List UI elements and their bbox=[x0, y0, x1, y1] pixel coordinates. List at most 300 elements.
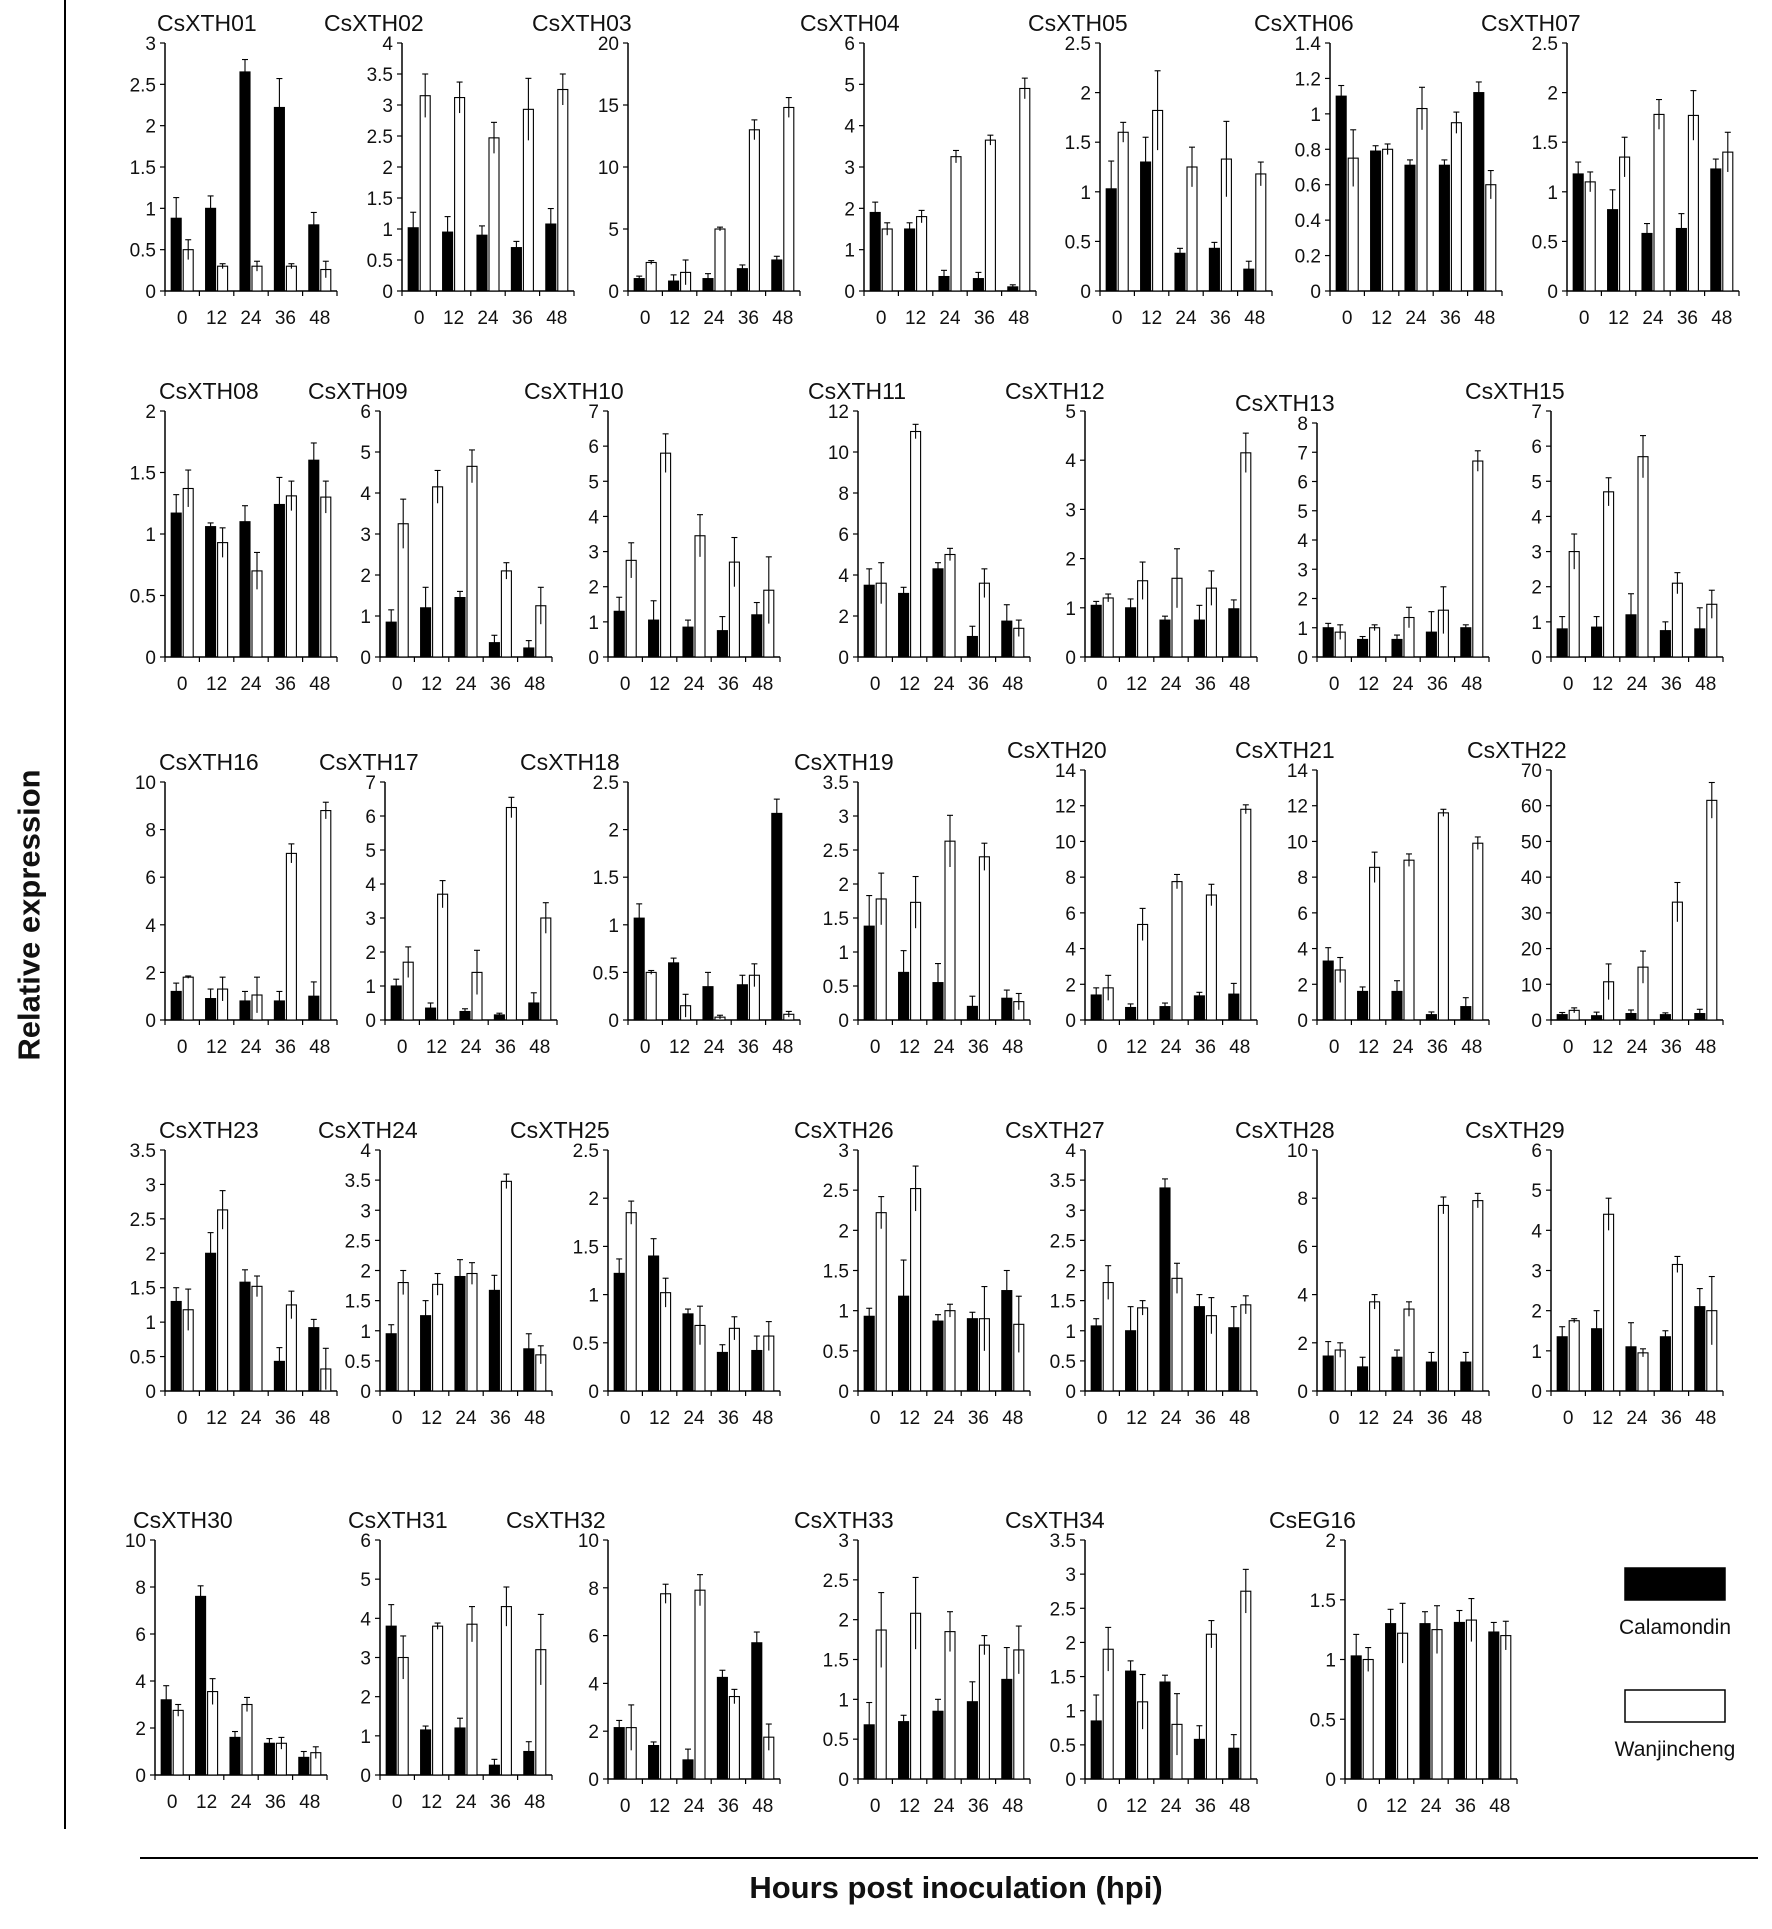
y-tick-label: 3 bbox=[1065, 1565, 1076, 1587]
bar-wanjincheng bbox=[1688, 115, 1698, 291]
chart-title: CsXTH19 bbox=[794, 749, 894, 775]
bar-wanjincheng bbox=[1672, 583, 1682, 657]
chart-panel bbox=[1465, 1117, 1723, 1429]
x-tick-label: 48 bbox=[1008, 308, 1030, 329]
bar-wanjincheng bbox=[945, 841, 955, 1020]
y-tick-label: 0 bbox=[365, 1011, 376, 1032]
bar-calamondin bbox=[1160, 1188, 1170, 1391]
y-tick-label: 4 bbox=[1065, 451, 1076, 473]
y-tick-label: 0.5 bbox=[366, 251, 393, 272]
x-tick-label: 36 bbox=[489, 674, 511, 695]
x-tick-label: 24 bbox=[1392, 1408, 1414, 1429]
bar-wanjincheng bbox=[183, 488, 193, 657]
bar-wanjincheng bbox=[1138, 1308, 1148, 1391]
y-tick-label: 6 bbox=[844, 34, 855, 55]
y-tick-label: 0.5 bbox=[592, 963, 619, 985]
bar-calamondin bbox=[1454, 1622, 1464, 1779]
bar-wanjincheng bbox=[218, 1210, 228, 1391]
y-tick-label: 0 bbox=[360, 1382, 371, 1403]
bar-wanjincheng bbox=[1723, 152, 1733, 291]
y-tick-label: 1 bbox=[1065, 1321, 1076, 1343]
x-tick-label: 48 bbox=[1244, 308, 1266, 329]
x-tick-label: 0 bbox=[619, 1408, 631, 1429]
x-tick-label: 36 bbox=[1660, 1408, 1682, 1429]
x-tick-label: 0 bbox=[619, 1796, 631, 1817]
x-tick-label: 24 bbox=[455, 1408, 477, 1429]
x-tick-label: 48 bbox=[772, 308, 794, 329]
y-tick-label: 3 bbox=[1531, 1261, 1542, 1283]
bar-calamondin bbox=[683, 1314, 693, 1391]
bar-calamondin bbox=[933, 1321, 943, 1391]
bar-wanjincheng bbox=[506, 808, 516, 1021]
y-tick-label: 0.5 bbox=[572, 1333, 599, 1355]
x-tick-label: 24 bbox=[933, 1037, 955, 1058]
bar-wanjincheng bbox=[1486, 185, 1496, 291]
y-tick-label: 2 bbox=[608, 820, 619, 842]
x-tick-label: 36 bbox=[1194, 1037, 1216, 1058]
y-tick-label: 0 bbox=[838, 1011, 849, 1032]
bar-wanjincheng bbox=[1206, 895, 1216, 1020]
x-tick-label: 0 bbox=[1096, 1037, 1108, 1058]
y-tick-label: 0 bbox=[588, 648, 599, 669]
bar-wanjincheng bbox=[1370, 628, 1380, 657]
x-tick-label: 0 bbox=[1578, 308, 1590, 329]
x-tick-label: 48 bbox=[524, 674, 546, 695]
y-tick-label: 0.5 bbox=[822, 1341, 849, 1363]
bar-calamondin bbox=[967, 1319, 977, 1391]
y-tick-label: 0 bbox=[1297, 1382, 1308, 1403]
y-tick-label: 8 bbox=[588, 1578, 599, 1600]
y-tick-label: 6 bbox=[1297, 472, 1308, 494]
bar-wanjincheng bbox=[173, 1710, 183, 1775]
chart-panel bbox=[1005, 378, 1257, 695]
x-tick-label: 0 bbox=[869, 674, 881, 695]
bar-calamondin bbox=[309, 460, 319, 657]
y-tick-label: 3 bbox=[838, 1531, 849, 1552]
bar-wanjincheng bbox=[1241, 453, 1251, 657]
y-tick-label: 6 bbox=[360, 402, 371, 423]
x-tick-label: 36 bbox=[489, 1408, 511, 1429]
y-tick-label: 0 bbox=[382, 282, 393, 303]
chart-title: CsXTH03 bbox=[532, 10, 632, 36]
bar-calamondin bbox=[240, 1282, 250, 1391]
x-tick-label: 0 bbox=[1328, 1408, 1340, 1429]
bar-calamondin bbox=[511, 248, 521, 291]
bar-calamondin bbox=[772, 260, 782, 291]
y-tick-label: 1 bbox=[145, 525, 156, 546]
bar-wanjincheng bbox=[252, 1286, 262, 1391]
bar-calamondin bbox=[933, 569, 943, 657]
bar-calamondin bbox=[455, 598, 465, 657]
x-tick-label: 24 bbox=[703, 1037, 725, 1058]
bar-wanjincheng bbox=[420, 96, 430, 291]
x-tick-label: 0 bbox=[176, 1037, 188, 1058]
bar-wanjincheng bbox=[1172, 882, 1182, 1020]
x-tick-label: 36 bbox=[1426, 1037, 1448, 1058]
y-tick-label: 0 bbox=[1325, 1770, 1336, 1791]
y-tick-label: 3.5 bbox=[1049, 1531, 1076, 1552]
y-tick-label: 2 bbox=[1547, 83, 1558, 105]
y-tick-label: 4 bbox=[360, 1609, 371, 1631]
chart-title: CsXTH31 bbox=[348, 1507, 448, 1533]
bar-calamondin bbox=[1461, 628, 1471, 657]
x-tick-label: 0 bbox=[619, 674, 631, 695]
bar-wanjincheng bbox=[1466, 1620, 1476, 1779]
x-tick-label: 36 bbox=[274, 1408, 296, 1429]
x-tick-label: 48 bbox=[1229, 1796, 1251, 1817]
bar-calamondin bbox=[899, 1722, 909, 1779]
y-tick-label: 1 bbox=[844, 240, 855, 262]
x-tick-label: 48 bbox=[1002, 674, 1024, 695]
y-tick-label: 4 bbox=[588, 507, 599, 529]
bar-wanjincheng bbox=[1638, 457, 1648, 657]
x-tick-label: 48 bbox=[1695, 674, 1717, 695]
x-tick-label: 0 bbox=[176, 674, 188, 695]
y-tick-label: 2 bbox=[1325, 1531, 1336, 1552]
x-tick-label: 12 bbox=[1358, 1408, 1380, 1429]
x-tick-label: 12 bbox=[1126, 1408, 1148, 1429]
bar-wanjincheng bbox=[467, 466, 477, 657]
legend-swatch bbox=[1625, 1690, 1725, 1722]
y-tick-label: 2 bbox=[1297, 1333, 1308, 1355]
bar-calamondin bbox=[614, 1273, 624, 1391]
bar-wanjincheng bbox=[882, 229, 892, 291]
y-tick-label: 2 bbox=[360, 1261, 371, 1283]
y-tick-label: 2.5 bbox=[572, 1141, 599, 1162]
x-tick-label: 24 bbox=[1642, 308, 1664, 329]
x-tick-label: 12 bbox=[1126, 1037, 1148, 1058]
y-tick-label: 0 bbox=[1531, 648, 1542, 669]
y-tick-label: 2 bbox=[135, 1719, 146, 1740]
x-tick-label: 24 bbox=[703, 308, 725, 329]
chart-title: CsXTH04 bbox=[800, 10, 900, 36]
bar-wanjincheng bbox=[876, 1213, 886, 1391]
y-tick-label: 10 bbox=[577, 1531, 599, 1552]
y-tick-label: 3 bbox=[365, 909, 376, 930]
chart-panel bbox=[1235, 390, 1489, 695]
x-tick-label: 24 bbox=[1626, 674, 1648, 695]
x-tick-label: 12 bbox=[443, 308, 465, 329]
y-tick-label: 0 bbox=[145, 1011, 156, 1032]
bar-calamondin bbox=[206, 527, 216, 657]
bar-wanjincheng bbox=[321, 811, 331, 1020]
y-tick-label: 0 bbox=[1065, 1770, 1076, 1791]
chart-title: CsXTH25 bbox=[510, 1117, 610, 1143]
y-tick-label: 0 bbox=[1065, 1011, 1076, 1032]
y-tick-label: 2 bbox=[588, 1722, 599, 1744]
y-tick-label: 4 bbox=[382, 34, 393, 55]
y-tick-label: 0 bbox=[1297, 1011, 1308, 1032]
bar-wanjincheng bbox=[1404, 860, 1414, 1020]
x-tick-label: 0 bbox=[875, 308, 887, 329]
y-tick-label: 3 bbox=[382, 96, 393, 117]
y-tick-label: 6 bbox=[1297, 1237, 1308, 1259]
x-tick-label: 12 bbox=[196, 1792, 218, 1813]
chart-title: CsXTH27 bbox=[1005, 1117, 1105, 1143]
y-tick-label: 6 bbox=[365, 807, 376, 828]
y-tick-label: 1.5 bbox=[592, 868, 619, 890]
y-tick-label: 2 bbox=[1531, 577, 1542, 599]
y-tick-label: 0 bbox=[1065, 1382, 1076, 1403]
x-tick-label: 12 bbox=[1126, 674, 1148, 695]
y-tick-label: 1.5 bbox=[344, 1291, 371, 1313]
x-tick-label: 48 bbox=[1474, 308, 1496, 329]
y-tick-label: 30 bbox=[1520, 903, 1542, 925]
y-tick-label: 1 bbox=[145, 199, 156, 221]
y-tick-label: 5 bbox=[360, 443, 371, 464]
x-tick-label: 12 bbox=[1386, 1796, 1408, 1817]
chart-panel bbox=[794, 1507, 1030, 1817]
y-tick-label: 60 bbox=[1520, 796, 1542, 818]
y-tick-label: 20 bbox=[597, 34, 619, 55]
x-tick-label: 12 bbox=[899, 1408, 921, 1429]
y-tick-label: 4 bbox=[838, 566, 849, 587]
x-tick-label: 36 bbox=[717, 674, 739, 695]
bar-calamondin bbox=[240, 522, 250, 657]
y-tick-label: 4 bbox=[588, 1674, 599, 1696]
x-tick-label: 48 bbox=[1489, 1796, 1511, 1817]
y-tick-label: 14 bbox=[1286, 761, 1308, 782]
bar-wanjincheng bbox=[661, 1293, 671, 1391]
chart-title: CsXTH33 bbox=[794, 1507, 894, 1533]
x-tick-label: 12 bbox=[421, 1408, 443, 1429]
bar-calamondin bbox=[1160, 620, 1170, 657]
x-tick-label: 36 bbox=[1454, 1796, 1476, 1817]
x-tick-label: 0 bbox=[396, 1037, 408, 1058]
y-tick-label: 2 bbox=[1065, 549, 1076, 571]
x-tick-label: 48 bbox=[1461, 1037, 1483, 1058]
bar-wanjincheng bbox=[1103, 598, 1113, 657]
y-tick-label: 10 bbox=[827, 443, 849, 464]
chart-panel bbox=[1481, 10, 1739, 329]
chart-panel bbox=[130, 378, 337, 695]
x-tick-label: 48 bbox=[309, 308, 331, 329]
chart-title: CsXTH15 bbox=[1465, 378, 1565, 404]
bar-wanjincheng bbox=[1241, 1305, 1251, 1391]
bar-calamondin bbox=[1091, 605, 1101, 657]
y-tick-label: 0 bbox=[608, 1011, 619, 1032]
x-tick-label: 48 bbox=[752, 1408, 774, 1429]
x-tick-label: 48 bbox=[1002, 1037, 1024, 1058]
x-tick-label: 0 bbox=[176, 1408, 188, 1429]
y-tick-label: 2 bbox=[588, 1189, 599, 1211]
x-tick-label: 24 bbox=[240, 1037, 262, 1058]
bar-calamondin bbox=[1420, 1624, 1430, 1779]
x-tick-label: 36 bbox=[274, 308, 296, 329]
y-tick-label: 1 bbox=[588, 612, 599, 634]
x-tick-label: 24 bbox=[477, 308, 499, 329]
y-tick-label: 1 bbox=[360, 1726, 371, 1748]
x-tick-label: 12 bbox=[899, 1796, 921, 1817]
y-tick-label: 0.5 bbox=[1049, 1351, 1076, 1373]
y-tick-label: 1.5 bbox=[1049, 1667, 1076, 1689]
bar-calamondin bbox=[634, 918, 644, 1020]
chart-panel bbox=[794, 1117, 1030, 1429]
chart-title: CsXTH08 bbox=[159, 378, 259, 404]
chart-title: CsXTH32 bbox=[506, 1507, 606, 1533]
x-axis-title: Hours post inoculation (hpi) bbox=[749, 1870, 1163, 1905]
y-tick-label: 2 bbox=[365, 943, 376, 964]
y-tick-label: 0.2 bbox=[1294, 246, 1321, 268]
x-tick-label: 36 bbox=[1439, 308, 1461, 329]
bar-wanjincheng bbox=[438, 894, 448, 1020]
y-tick-label: 1 bbox=[608, 915, 619, 937]
x-tick-label: 36 bbox=[1660, 1037, 1682, 1058]
y-tick-label: 1.5 bbox=[129, 1278, 156, 1300]
y-tick-label: 0 bbox=[588, 1770, 599, 1791]
x-tick-label: 0 bbox=[176, 308, 188, 329]
y-tick-label: 2 bbox=[1531, 1301, 1542, 1323]
bar-wanjincheng bbox=[945, 1311, 955, 1391]
x-tick-label: 0 bbox=[1328, 674, 1340, 695]
legend-label: Calamondin bbox=[1618, 1616, 1732, 1639]
y-tick-label: 0 bbox=[145, 282, 156, 303]
chart-panel bbox=[1028, 10, 1272, 329]
x-tick-label: 0 bbox=[869, 1408, 881, 1429]
bar-wanjincheng bbox=[398, 1283, 408, 1391]
x-tick-label: 24 bbox=[683, 1408, 705, 1429]
y-tick-label: 5 bbox=[844, 75, 855, 97]
bar-wanjincheng bbox=[979, 857, 989, 1020]
chart-title: CsXTH34 bbox=[1005, 1507, 1105, 1533]
bar-wanjincheng bbox=[695, 1590, 705, 1779]
x-tick-label: 24 bbox=[240, 1408, 262, 1429]
x-tick-label: 48 bbox=[1229, 1408, 1251, 1429]
chart-panel bbox=[506, 1507, 780, 1817]
x-tick-label: 12 bbox=[1358, 1037, 1380, 1058]
bar-wanjincheng bbox=[1569, 1321, 1579, 1391]
chart-panel bbox=[125, 1507, 327, 1813]
y-tick-label: 1 bbox=[838, 1690, 849, 1712]
bar-wanjincheng bbox=[911, 1189, 921, 1391]
y-tick-label: 4 bbox=[360, 1141, 371, 1162]
legend bbox=[1615, 1568, 1736, 1761]
bar-calamondin bbox=[1474, 93, 1484, 291]
y-tick-label: 0.5 bbox=[1064, 232, 1091, 254]
bar-calamondin bbox=[1194, 996, 1204, 1020]
x-tick-label: 48 bbox=[299, 1792, 321, 1813]
y-tick-label: 2.5 bbox=[1064, 34, 1091, 55]
y-tick-label: 20 bbox=[1520, 939, 1542, 961]
x-tick-label: 36 bbox=[494, 1037, 516, 1058]
bar-wanjincheng bbox=[242, 1705, 252, 1776]
y-tick-label: 0 bbox=[360, 1766, 371, 1787]
y-tick-label: 10 bbox=[1520, 975, 1542, 997]
chart-title: CsXTH12 bbox=[1005, 378, 1105, 404]
y-tick-label: 2 bbox=[844, 199, 855, 221]
y-tick-label: 3 bbox=[588, 542, 599, 564]
x-tick-label: 0 bbox=[869, 1796, 881, 1817]
x-tick-label: 24 bbox=[939, 308, 961, 329]
x-tick-label: 12 bbox=[1592, 1408, 1614, 1429]
x-tick-label: 12 bbox=[1126, 1796, 1148, 1817]
y-tick-label: 0 bbox=[145, 1382, 156, 1403]
x-tick-label: 36 bbox=[1194, 674, 1216, 695]
x-tick-label: 24 bbox=[1160, 1796, 1182, 1817]
x-tick-label: 12 bbox=[905, 308, 927, 329]
chart-panel bbox=[1007, 737, 1257, 1058]
y-tick-label: 2.5 bbox=[592, 773, 619, 794]
y-tick-label: 0 bbox=[1297, 648, 1308, 669]
y-tick-label: 5 bbox=[1531, 472, 1542, 494]
y-tick-label: 4 bbox=[1531, 1221, 1542, 1243]
chart-title: CsEG16 bbox=[1269, 1507, 1356, 1533]
bar-calamondin bbox=[1711, 169, 1721, 291]
y-tick-label: 0 bbox=[838, 1382, 849, 1403]
chart-panel bbox=[532, 10, 800, 329]
y-tick-label: 0.8 bbox=[1294, 140, 1321, 162]
y-tick-label: 40 bbox=[1520, 868, 1542, 890]
bar-wanjincheng bbox=[321, 497, 331, 657]
y-tick-label: 1.5 bbox=[1309, 1590, 1336, 1612]
x-tick-label: 0 bbox=[391, 1408, 403, 1429]
bar-calamondin bbox=[870, 212, 880, 291]
bar-calamondin bbox=[649, 1746, 659, 1779]
chart-title: CsXTH16 bbox=[159, 749, 259, 775]
y-tick-label: 0 bbox=[1531, 1382, 1542, 1403]
y-tick-label: 7 bbox=[588, 402, 599, 423]
bar-wanjincheng bbox=[1172, 1278, 1182, 1391]
bar-wanjincheng bbox=[218, 543, 228, 657]
y-tick-label: 0 bbox=[844, 282, 855, 303]
bar-calamondin bbox=[614, 1728, 624, 1779]
chart-panel bbox=[324, 10, 574, 329]
y-tick-label: 3.5 bbox=[1049, 1171, 1076, 1193]
x-tick-label: 12 bbox=[899, 1037, 921, 1058]
x-tick-label: 12 bbox=[649, 674, 671, 695]
y-tick-label: 2.5 bbox=[344, 1231, 371, 1253]
y-tick-label: 6 bbox=[1531, 437, 1542, 459]
bar-calamondin bbox=[752, 1643, 762, 1779]
x-tick-label: 24 bbox=[240, 674, 262, 695]
y-tick-label: 2 bbox=[1065, 975, 1076, 997]
x-tick-label: 24 bbox=[230, 1792, 252, 1813]
y-tick-label: 2 bbox=[145, 116, 156, 138]
x-tick-label: 24 bbox=[683, 1796, 705, 1817]
y-tick-label: 6 bbox=[838, 525, 849, 546]
bar-calamondin bbox=[1439, 165, 1449, 291]
y-tick-label: 4 bbox=[1297, 1285, 1308, 1307]
bar-calamondin bbox=[1160, 1682, 1170, 1779]
bar-wanjincheng bbox=[501, 1607, 511, 1775]
bar-wanjincheng bbox=[1206, 1634, 1216, 1779]
x-tick-label: 48 bbox=[1229, 674, 1251, 695]
y-tick-label: 4 bbox=[145, 915, 156, 937]
y-tick-label: 1 bbox=[1547, 182, 1558, 204]
bar-calamondin bbox=[421, 1730, 431, 1775]
x-tick-label: 48 bbox=[1229, 1037, 1251, 1058]
y-tick-label: 70 bbox=[1520, 761, 1542, 782]
legend-label: Wanjincheng bbox=[1614, 1738, 1736, 1761]
y-tick-label: 3 bbox=[145, 34, 156, 55]
y-tick-label: 6 bbox=[588, 437, 599, 459]
x-tick-label: 48 bbox=[1695, 1408, 1717, 1429]
y-tick-label: 3 bbox=[1297, 560, 1308, 582]
x-tick-label: 36 bbox=[264, 1792, 286, 1813]
y-tick-label: 2 bbox=[145, 1244, 156, 1266]
y-tick-label: 7 bbox=[1531, 402, 1542, 423]
x-tick-label: 48 bbox=[752, 674, 774, 695]
bar-wanjincheng bbox=[1417, 109, 1427, 291]
bar-calamondin bbox=[905, 229, 915, 291]
x-tick-label: 12 bbox=[206, 1037, 228, 1058]
bar-wanjincheng bbox=[183, 977, 193, 1020]
x-tick-label: 0 bbox=[639, 1037, 651, 1058]
y-tick-label: 6 bbox=[145, 868, 156, 890]
x-tick-label: 12 bbox=[649, 1408, 671, 1429]
y-tick-label: 1 bbox=[365, 977, 376, 998]
y-tick-label: 1 bbox=[360, 607, 371, 628]
